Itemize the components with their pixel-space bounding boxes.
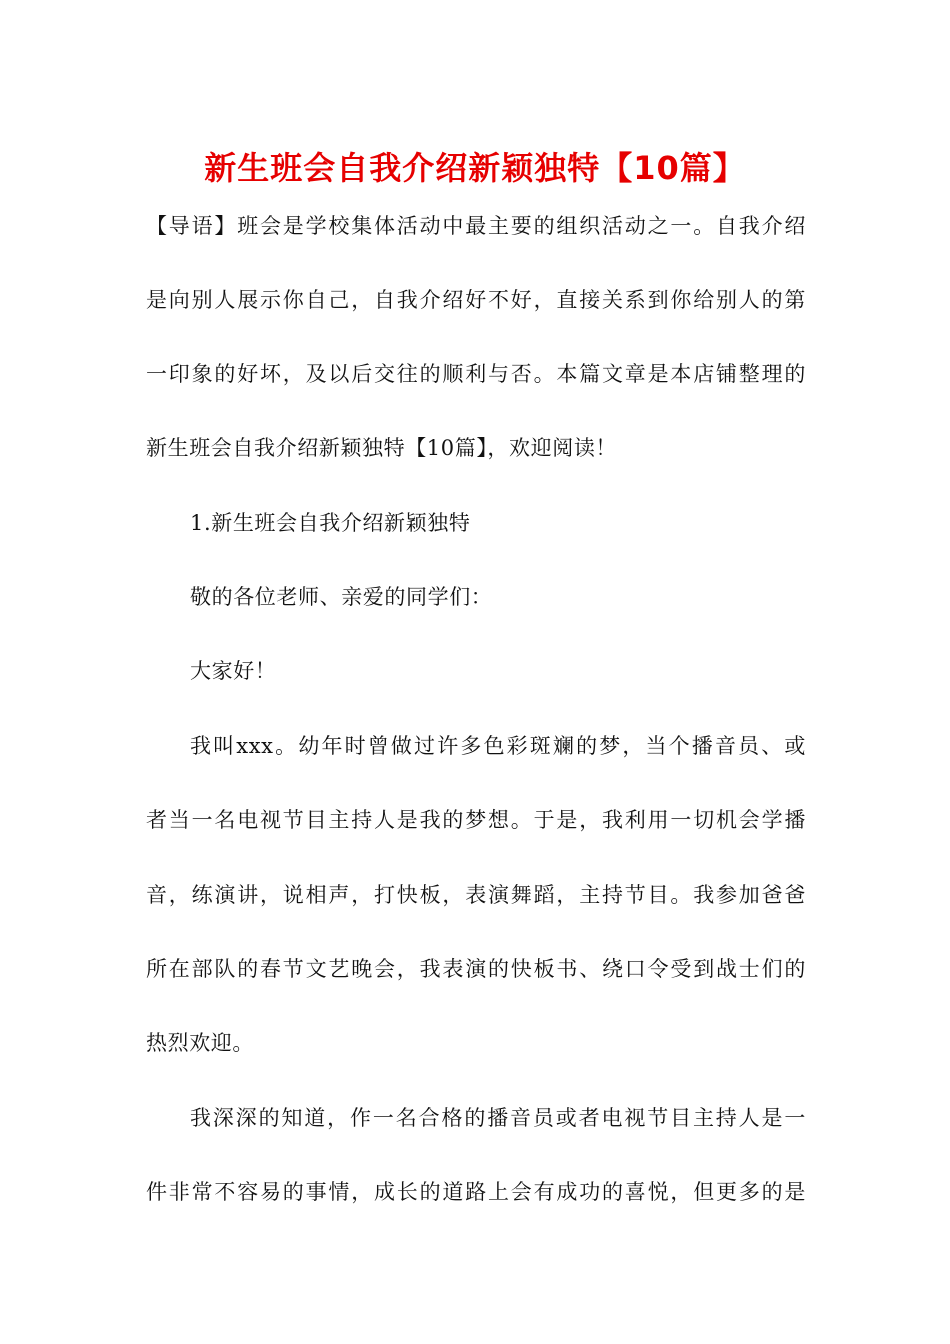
- intro-line-3: 一印象的好坏，及以后交往的顺利与否。本篇文章是本店铺整理的: [146, 362, 806, 386]
- section-heading: 1.新生班会自我介绍新颖独特: [190, 511, 471, 535]
- intro-line-2: 是向别人展示你自己，自我介绍好不好，直接关系到你给别人的第: [146, 288, 806, 312]
- salutation-line: 敬的各位老师、亲爱的同学们：: [190, 585, 493, 609]
- body-line-5: 热烈欢迎。: [146, 1031, 254, 1055]
- body-line-6: 我深深的知道，作一名合格的播音员或者电视节目主持人是一: [190, 1106, 806, 1130]
- intro-line-4: 新生班会自我介绍新颖独特【10篇】，欢迎阅读！: [146, 436, 618, 460]
- intro-line-1: 【导语】班会是学校集体活动中最主要的组织活动之一。自我介绍: [146, 214, 806, 238]
- body-line-2: 者当一名电视节目主持人是我的梦想。于是，我利用一切机会学播: [146, 808, 806, 832]
- body-line-7: 件非常不容易的事情，成长的道路上会有成功的喜悦，但更多的是: [146, 1180, 806, 1204]
- body-line-1: 我叫xxx。幼年时曾做过许多色彩斑斓的梦，当个播音员、或: [190, 734, 806, 758]
- body-line-4: 所在部队的春节文艺晚会，我表演的快板书、绕口令受到战士们的: [146, 957, 806, 981]
- body-line-3: 音，练演讲，说相声，打快板，表演舞蹈，主持节目。我参加爸爸: [146, 883, 806, 907]
- document-title: 新生班会自我介绍新颖独特【10篇】: [204, 149, 746, 187]
- greeting-line: 大家好！: [190, 659, 277, 683]
